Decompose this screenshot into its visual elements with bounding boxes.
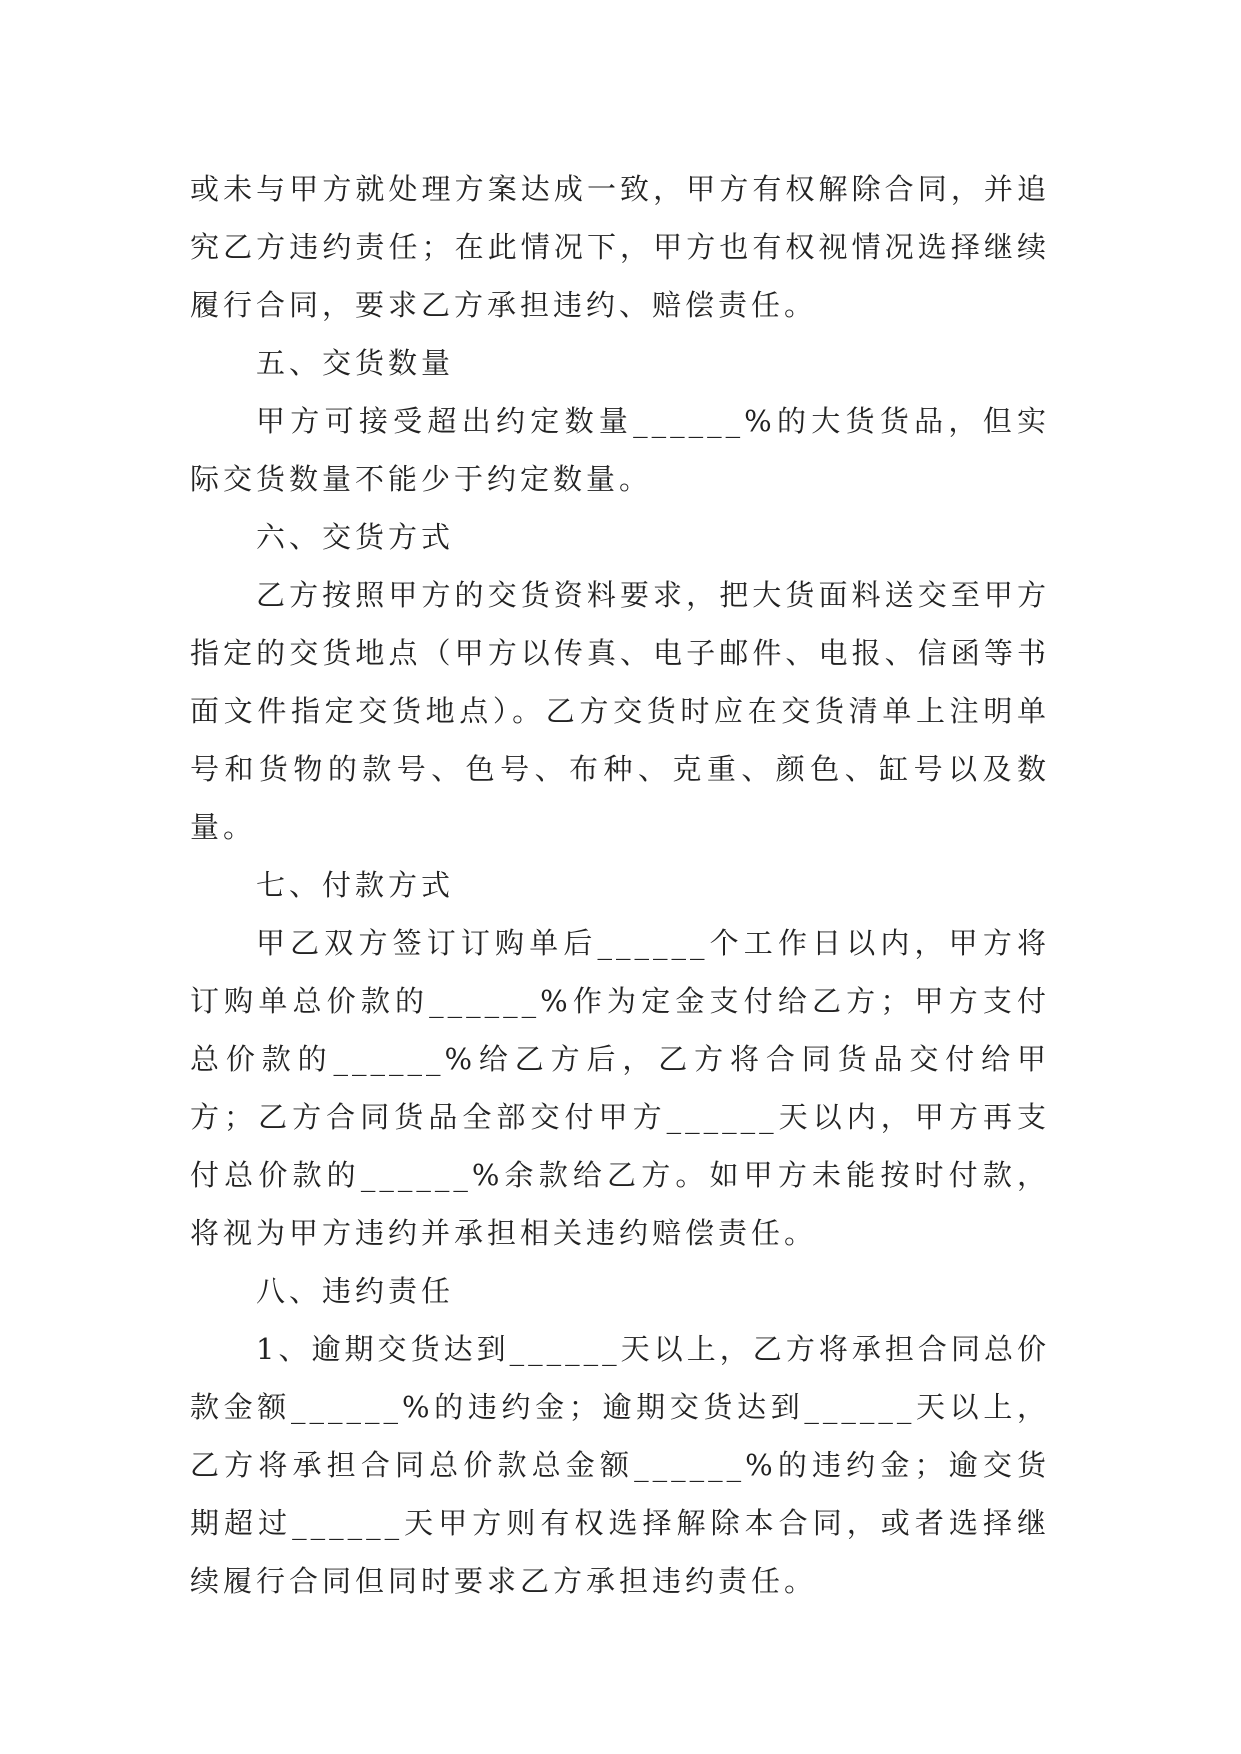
document-body (190, 160, 1050, 1610)
paragraph-breach-liability: 1、逾期交货达到______天以上，乙方将承担合同总价款金额______%的违约金；逾期交货达到______天以上，乙方将承担合同总价款总金额______%的违约金；逾交货期超过______天甲方则有权选择解除本合同，或者选择继续履行合同但同时要求乙方承担违约责任。 (190, 1332, 1050, 1598)
paragraph-delivery-method: 乙方按照甲方的交货资料要求，把大货面料送交至甲方指定的交货地点（甲方以传真、电子邮件、电报、信函等书面文件指定交货地点）。乙方交货时应在交货清单上注明单号和货物的款号、色号、布种、克重、颜色、缸号以及数量。 (190, 578, 1050, 844)
section-heading-delivery-method: 六、交货方式 (256, 520, 455, 554)
section-heading-breach-liability: 八、违约责任 (256, 1274, 455, 1308)
section-heading-payment-method: 七、付款方式 (256, 868, 455, 902)
paragraph-payment-method: 甲乙双方签订订购单后______个工作日以内，甲方将订购单总价款的______%作为定金支付给乙方；甲方支付总价款的______%给乙方后，乙方将合同货品交付给甲方；乙方合同货品全部交付甲方______天以内，甲方再支付总价款的______%余款给乙方。如甲方未能按时付款，将视为甲方违约并承担相关违约赔偿责任。 (190, 926, 1050, 1250)
section-heading-delivery-quantity: 五、交货数量 (256, 346, 455, 380)
paragraph-continuation: 或未与甲方就处理方案达成一致，甲方有权解除合同，并追究乙方违约责任；在此情况下，甲方也有权视情况选择继续履行合同，要求乙方承担违约、赔偿责任。 (190, 172, 1050, 322)
paragraph-delivery-quantity: 甲方可接受超出约定数量______%的大货货品，但实际交货数量不能少于约定数量。 (190, 404, 1050, 496)
